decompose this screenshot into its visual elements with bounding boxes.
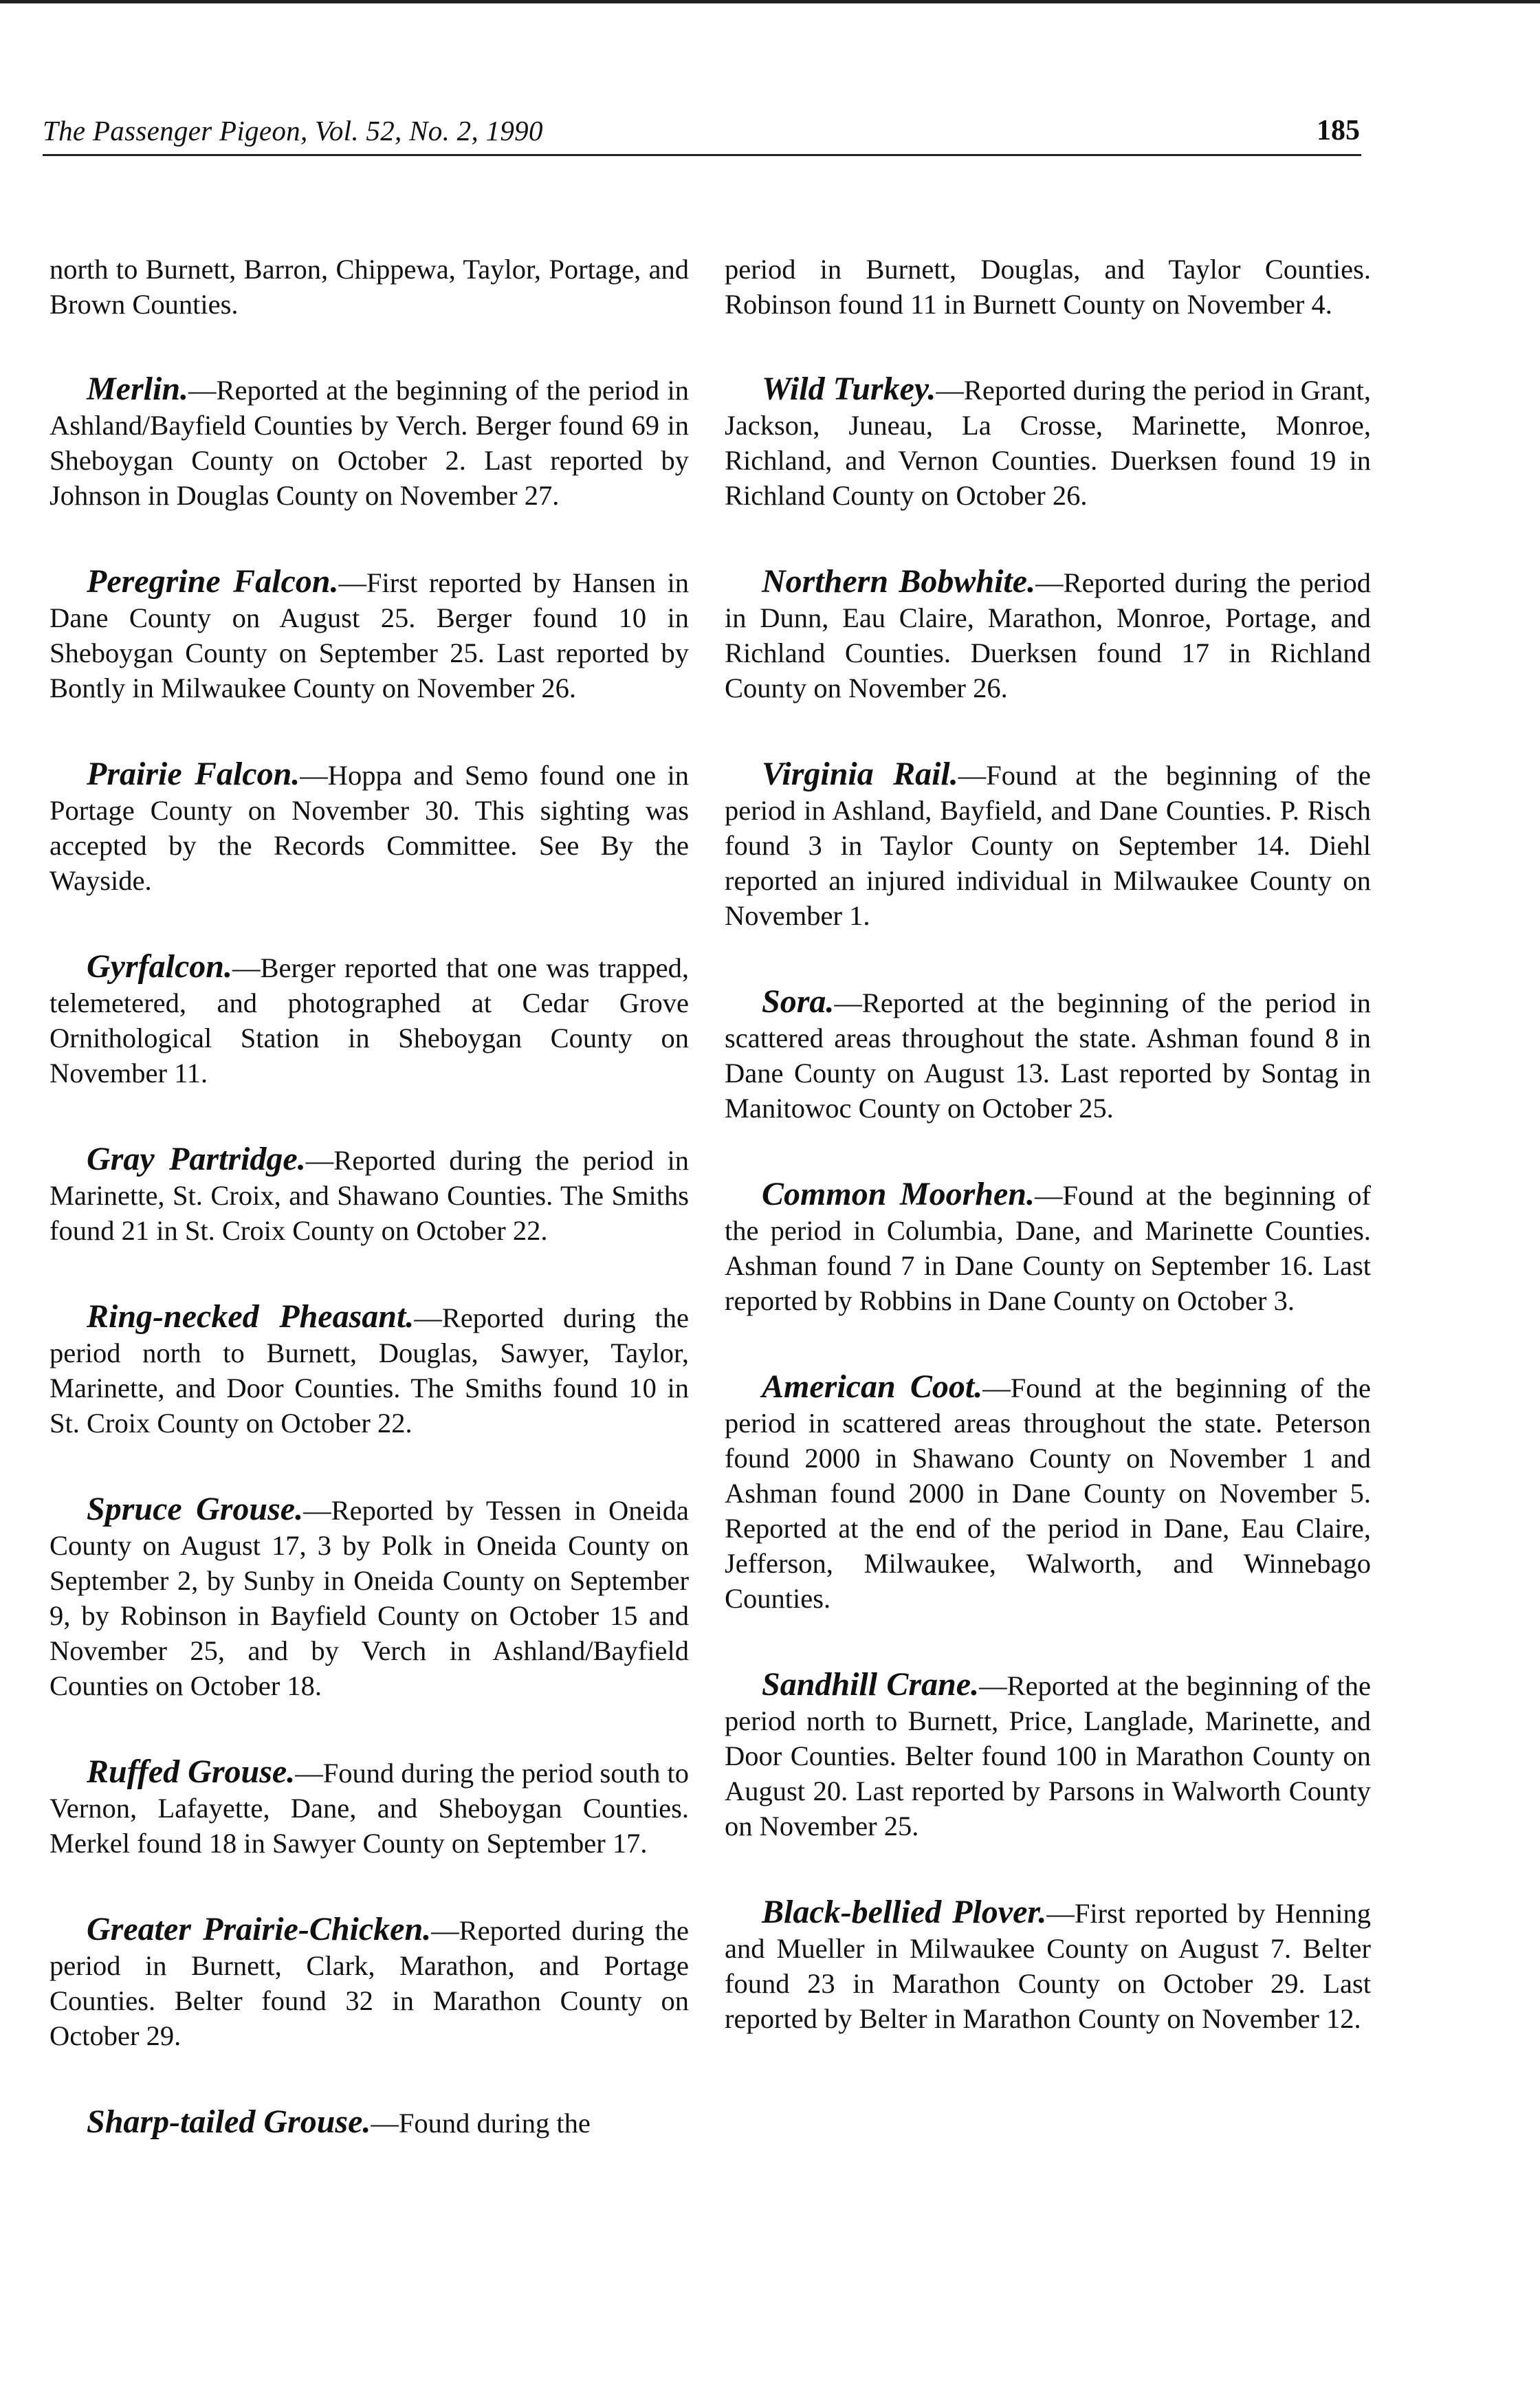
species-name: Prairie Falcon. bbox=[87, 756, 300, 792]
species-text: —First reported by Hansen in Dane County on August 25. Berger found 10 in Sheboygan County on September 25. Last reported by Bontly in Milwaukee County on November 26. bbox=[50, 567, 689, 703]
species-text: —Reported during the period north to Burnett, Douglas, Sawyer, Taylor, Marinette, and Door Counties. The Smiths found 10 in St. Croix County on October 22. bbox=[50, 1302, 690, 1439]
species-entry-sora bbox=[725, 984, 1371, 1126]
species-entry-gray-partridge bbox=[50, 1141, 689, 1248]
species-entry-sandhill-crane bbox=[725, 1667, 1371, 1844]
species-text: —Reported during the period in Marinette, St. Croix, and Shawano Counties. The Smiths found 21 in St. Croix County on October 22. bbox=[50, 1145, 689, 1246]
species-name: Ruffed Grouse. bbox=[87, 1753, 296, 1790]
species-text: —Reported during the period in Grant, Jackson, Juneau, La Crosse, Marinette, Monroe, Richland, and Vernon Counties. Duerksen found 19 in Richland County on October 26. bbox=[725, 375, 1372, 511]
species-name: Gyrfalcon. bbox=[87, 948, 232, 985]
species-name: Spruce Grouse. bbox=[87, 1491, 304, 1527]
species-entry-sharp-tailed-grouse bbox=[50, 2104, 689, 2141]
species-name: Merlin. bbox=[87, 371, 189, 407]
species-text: —Berger reported that one was trapped, telemetered, and photographed at Cedar Grove Ornithological Station in Sheboygan County on November 11. bbox=[50, 952, 689, 1089]
species-text: —Reported during the period in Burnett, Clark, Marathon, and Portage Counties. Belter found 32 in Marathon County on October 29. bbox=[50, 1915, 689, 2051]
species-entry-wild-turkey bbox=[725, 371, 1371, 513]
journal-citation: The Passenger Pigeon, Vol. 52, No. 2, 1990 bbox=[43, 115, 543, 146]
page-number: 185 bbox=[1317, 115, 1360, 146]
species-entry-gyrfalcon bbox=[50, 949, 689, 1091]
species-text: —Hoppa and Semo found one in Portage County on November 30. This sighting was accepted by the Records Committee. See By the Wayside. bbox=[50, 760, 689, 896]
species-entry-spruce-grouse bbox=[50, 1491, 689, 1703]
species-text: —First reported by Henning and Mueller in Milwaukee County on August 7. Belter found 23 in Marathon County on October 29. Last reported by Belter in Marathon County on November 12. bbox=[725, 1898, 1371, 2034]
species-name: American Coot. bbox=[762, 1368, 983, 1405]
species-entry-ruffed-grouse bbox=[50, 1754, 689, 1861]
species-name: Sandhill Crane. bbox=[762, 1666, 980, 1703]
species-entry-black-bellied-plover bbox=[725, 1894, 1371, 2036]
right-column bbox=[725, 252, 1371, 2087]
species-entry-peregrine-falcon bbox=[50, 564, 689, 706]
species-entry-greater-prairie-chicken bbox=[50, 1912, 689, 2053]
top-border-rule bbox=[0, 0, 1540, 3]
species-name: Sora. bbox=[762, 983, 835, 1020]
species-name: Peregrine Falcon. bbox=[87, 563, 339, 600]
species-entry-common-moorhen bbox=[725, 1177, 1371, 1318]
species-text: —Reported by Tessen in Oneida County on August 17, 3 by Polk in Oneida County on September 2, by Sunby in Oneida County on September 9, by Robinson in Bayfield County on October 15 and November 25, and by Verch in Ashland/Bayfield Counties on October 18. bbox=[50, 1495, 690, 1701]
species-text: —Found at the beginning of the period in Ashland, Bayfield, and Dane Counties. P. Risch found 3 in Taylor County on September 14. Diehl reported an injured individual in Milwaukee County on November 1. bbox=[725, 760, 1371, 931]
species-text: —Found during the bbox=[371, 2108, 591, 2139]
species-entry-northern-bobwhite bbox=[725, 564, 1371, 706]
species-name: Wild Turkey. bbox=[762, 371, 936, 407]
running-header bbox=[43, 109, 1361, 156]
species-entry-american-coot bbox=[725, 1369, 1371, 1616]
left-column bbox=[50, 252, 689, 2192]
species-entry-ring-necked-pheasant bbox=[50, 1299, 689, 1441]
species-name: Sharp-tailed Grouse. bbox=[87, 2104, 371, 2140]
species-name: Virginia Rail. bbox=[762, 756, 958, 792]
species-name: Northern Bobwhite. bbox=[762, 563, 1036, 600]
continuation-paragraph: north to Burnett, Barron, Chippewa, Taylor, Portage, and Brown Counties. bbox=[50, 254, 689, 320]
species-text: —Found at the beginning of the period in Columbia, Dane, and Marinette Counties. Ashman found 7 in Dane County on September 16. Last reported by Robbins in Dane County on October 3. bbox=[725, 1180, 1372, 1316]
species-name: Gray Partridge. bbox=[87, 1141, 306, 1177]
species-name: Ring-necked Pheasant. bbox=[87, 1298, 415, 1335]
species-text: —Reported at the beginning of the period north to Burnett, Price, Langlade, Marinette, and Door Counties. Belter found 100 in Marathon County on August 20. Last reported by Parsons in Walworth County on November 25. bbox=[725, 1670, 1371, 1842]
species-text: —Reported at the beginning of the period in Ashland/Bayfield Counties by Verch. Berger found 69 in Sheboygan County on October 2. Last reported by Johnson in Douglas County on November 27. bbox=[50, 375, 689, 511]
species-name: Black-bellied Plover. bbox=[762, 1894, 1047, 1930]
species-name: Greater Prairie-Chicken. bbox=[87, 1911, 432, 1947]
species-entry-prairie-falcon bbox=[50, 756, 689, 898]
continuation-paragraph: period in Burnett, Douglas, and Taylor Counties. Robinson found 11 in Burnett County on November 4. bbox=[725, 254, 1371, 320]
species-name: Common Moorhen. bbox=[762, 1176, 1035, 1212]
species-text: —Found during the period south to Vernon, Lafayette, Dane, and Sheboygan Counties. Merkel found 18 in Sawyer County on September 17. bbox=[50, 1758, 689, 1859]
species-entry-merlin bbox=[50, 371, 689, 513]
species-text: —Reported during the period in Dunn, Eau Claire, Marathon, Monroe, Portage, and Richland Counties. Duerksen found 17 in Richland County on November 26. bbox=[725, 567, 1371, 703]
species-text: —Reported at the beginning of the period in scattered areas throughout the state. Ashman found 8 in Dane County on August 13. Last reported by Sontag in Manitowoc County on October 25. bbox=[725, 987, 1371, 1124]
species-text: —Found at the beginning of the period in scattered areas throughout the state. Peterson found 2000 in Shawano County on November 1 and Ashman found 2000 in Dane County on November 5. Reported at the end of the period in Dane, Eau Claire, Jefferson, Milwaukee, Walworth, and Winnebago Counties. bbox=[725, 1373, 1371, 1614]
species-entry-virginia-rail bbox=[725, 756, 1371, 933]
